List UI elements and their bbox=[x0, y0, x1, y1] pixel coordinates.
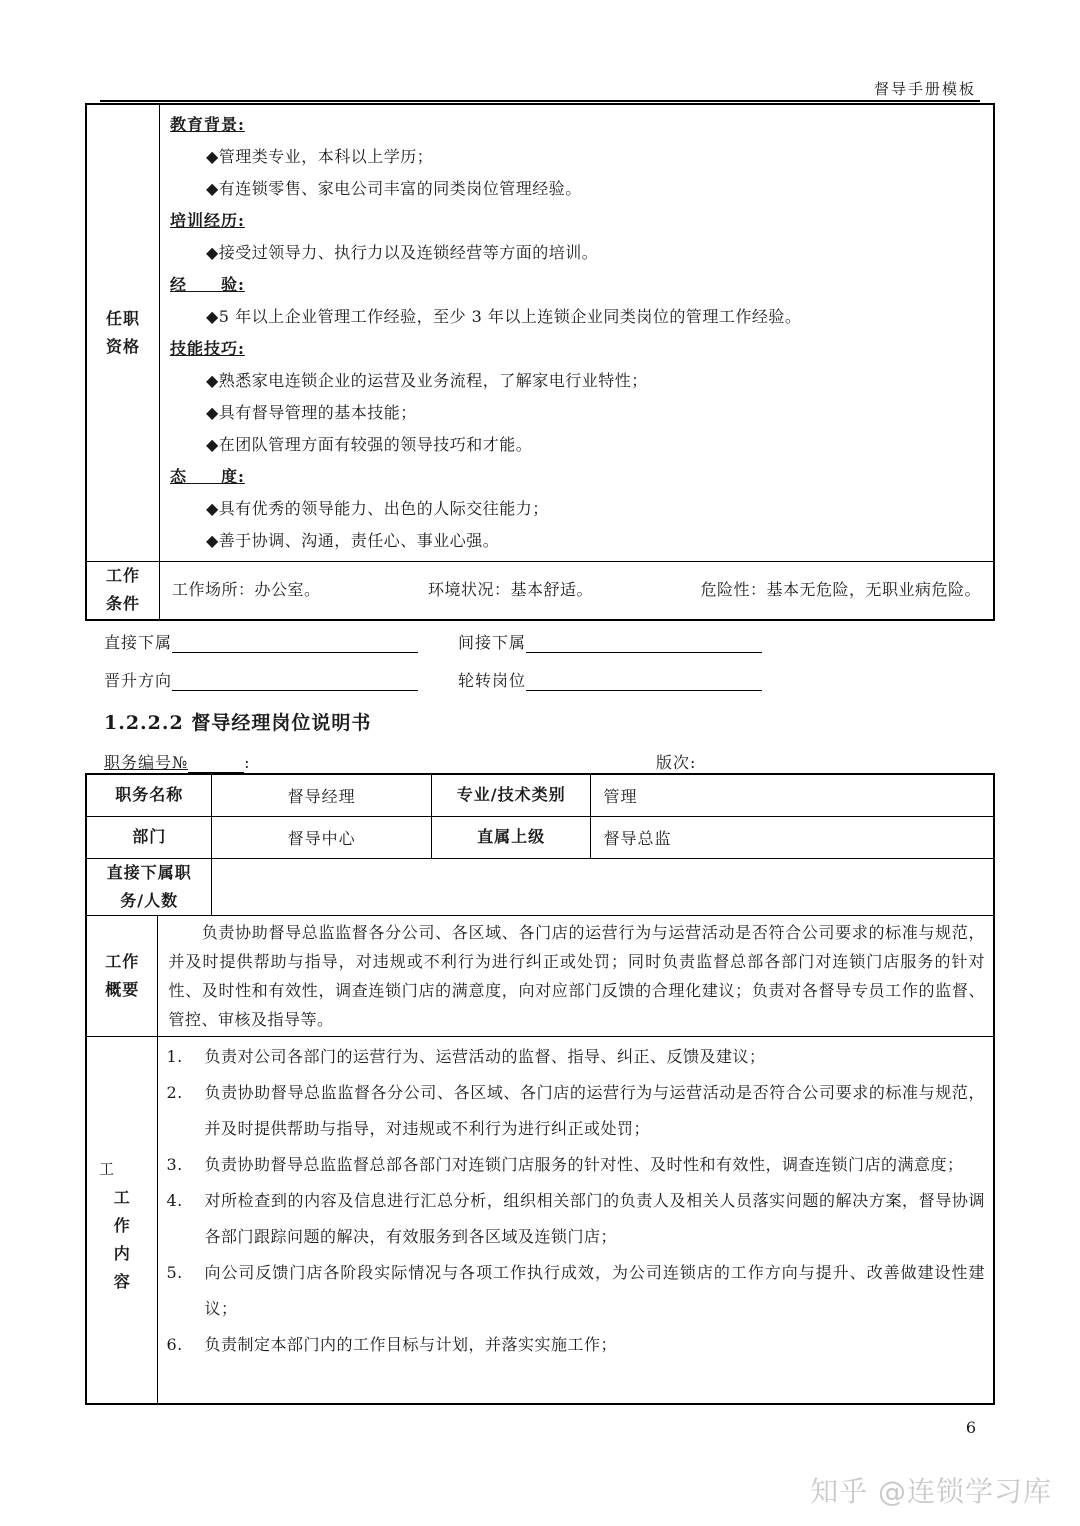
work-environment: 环境状况：基本舒适。 bbox=[427, 580, 593, 600]
job-number bbox=[104, 750, 251, 773]
rotation-blank bbox=[526, 672, 762, 691]
education-item: ◆有连锁零售、家电公司丰富的同类岗位管理经验。 bbox=[206, 179, 582, 198]
department-value: 督导中心 bbox=[212, 816, 431, 858]
content-label-text: 工作内容 bbox=[113, 1187, 131, 1291]
duty-number: 1. bbox=[166, 1046, 183, 1066]
duty-item bbox=[158, 1183, 993, 1255]
duty-number: 5. bbox=[166, 1262, 183, 1282]
job-number-blank bbox=[188, 755, 244, 773]
duty-item bbox=[158, 1147, 993, 1183]
superior-label: 直属上级 bbox=[431, 816, 591, 858]
section-title: 1.2.2.2 督导经理岗位说明书 bbox=[104, 712, 372, 734]
duty-text: 负责协助督导总监监督各分公司、各区域、各门店的运营行为与运营活动是否符合公司要求的标准与规范，并及时提供帮助与指导，对违规或不利行为进行纠正或处罚； bbox=[204, 1082, 985, 1138]
education-item: ◆管理类专业，本科以上学历； bbox=[206, 147, 434, 166]
category-label: 专业/技术类别 bbox=[431, 774, 591, 816]
promotion-label: 晋升方向 bbox=[104, 671, 173, 690]
summary-label-text: 工作概要 bbox=[105, 951, 140, 999]
rotation-label: 轮转岗位 bbox=[458, 671, 527, 690]
work-place: 工作场所：办公室。 bbox=[172, 580, 321, 600]
attitude-item: ◆具有优秀的领导能力、出色的人际交往能力； bbox=[206, 499, 549, 518]
skills-item: ◆熟悉家电连锁企业的运营及业务流程，了解家电行业特性； bbox=[206, 371, 648, 390]
skills-item: ◆具有督导管理的基本技能； bbox=[206, 403, 417, 422]
duty-text: 向公司反馈门店各阶段实际情况与各项工作执行成效，为公司连锁店的工作方向与提升、改善做建设性建议； bbox=[204, 1262, 985, 1318]
experience-heading: 经 验: bbox=[170, 275, 245, 294]
duty-text: 对所检查到的内容及信息进行汇总分析，组织相关部门的负责人及相关人员落实问题的解决方案，督导协调各部门跟踪问题的解决，有效服务到各区域及连锁门店； bbox=[204, 1190, 985, 1246]
direct-subordinate-row bbox=[104, 630, 418, 653]
content-label bbox=[86, 1036, 158, 1404]
direct-subordinate-label: 直接下属 bbox=[104, 633, 173, 652]
qualification-label-text: 任职资格 bbox=[105, 309, 140, 356]
page-number: 6 bbox=[965, 1418, 976, 1437]
superior-value: 督导总监 bbox=[591, 816, 994, 858]
attitude-heading: 态 度: bbox=[170, 467, 245, 486]
experience-item: ◆5 年以上企业管理工作经验，至少 3 年以上连锁企业同类岗位的管理工作经验。 bbox=[206, 307, 802, 326]
summary-label bbox=[86, 915, 158, 1036]
duty-item bbox=[158, 1039, 993, 1075]
subordinates-label bbox=[86, 858, 212, 915]
attitude-item: ◆善于协调、沟通，责任心、事业心强。 bbox=[206, 531, 500, 550]
qualification-label bbox=[86, 104, 160, 562]
job-name-value: 督导经理 bbox=[212, 774, 431, 816]
skills-item: ◆在团队管理方面有较强的领导技巧和才能。 bbox=[206, 435, 533, 454]
indirect-subordinate-blank bbox=[526, 634, 762, 653]
duty-item bbox=[158, 1075, 993, 1147]
duty-text: 负责协助督导总监监督总部各部门对连锁门店服务的针对性、及时性和有效性，调查连锁门店的满意度； bbox=[204, 1154, 964, 1174]
duty-item bbox=[158, 1255, 993, 1327]
subordinates-value bbox=[212, 858, 994, 915]
indirect-subordinate-label: 间接下属 bbox=[458, 633, 527, 652]
department-label: 部门 bbox=[86, 816, 212, 858]
running-header: 督导手册模板 bbox=[873, 80, 976, 98]
content-label-top: 工 bbox=[99, 1159, 116, 1178]
qualification-body bbox=[160, 104, 995, 562]
work-risk: 危险性：基本无危险，无职业病危险。 bbox=[700, 580, 981, 600]
work-conditions-body bbox=[160, 562, 995, 620]
job-number-colon: : bbox=[244, 753, 251, 772]
duties-list bbox=[158, 1036, 994, 1404]
direct-subordinate-blank bbox=[172, 634, 418, 653]
job-number-label: 职务编号№ bbox=[104, 753, 189, 772]
duty-number: 3. bbox=[166, 1154, 183, 1174]
training-item: ◆接受过领导力、执行力以及连锁经营等方面的培训。 bbox=[206, 243, 599, 262]
header-rule bbox=[100, 100, 980, 102]
rotation-row bbox=[458, 668, 762, 691]
indirect-subordinate-row bbox=[458, 630, 762, 653]
duty-number: 4. bbox=[166, 1190, 183, 1210]
version-label: 版次: bbox=[656, 753, 697, 772]
subordinates-label-text: 直接下属职务/人数 bbox=[106, 862, 192, 910]
work-conditions-label-text: 工作条件 bbox=[105, 566, 140, 614]
education-heading: 教育背景: bbox=[170, 115, 245, 134]
promotion-row bbox=[104, 668, 418, 691]
duty-number: 6. bbox=[166, 1334, 183, 1354]
work-conditions-label bbox=[86, 562, 160, 620]
category-value: 管理 bbox=[591, 774, 994, 816]
watermark: 知乎 @连锁学习库 bbox=[810, 1475, 1052, 1508]
duty-text: 负责制定本部门内的工作目标与计划，并落实实施工作； bbox=[204, 1334, 617, 1354]
training-heading: 培训经历: bbox=[170, 211, 245, 230]
summary-text: 负责协助督导总监监督各分公司、各区域、各门店的运营行为与运营活动是否符合公司要求的标准与规范，并及时提供帮助与指导，对违规或不利行为进行纠正或处罚；同时负责监督总部各部门对连锁门店服务的针对性、及时性和有效性，调查连锁门店的满意度，向对应部门反馈的合理化建议；负责对各督导专员工作的监督、管控、审核及指导等。 bbox=[158, 915, 994, 1036]
job-description-table bbox=[85, 773, 995, 1405]
duty-item bbox=[158, 1327, 993, 1363]
job-name-label: 职务名称 bbox=[86, 774, 212, 816]
qualification-table bbox=[85, 103, 995, 621]
promotion-blank bbox=[172, 672, 418, 691]
duty-number: 2. bbox=[166, 1082, 183, 1102]
skills-heading: 技能技巧: bbox=[170, 339, 245, 358]
duty-text: 负责对公司各部门的运营行为、运营活动的监督、指导、纠正、反馈及建议； bbox=[204, 1046, 766, 1066]
